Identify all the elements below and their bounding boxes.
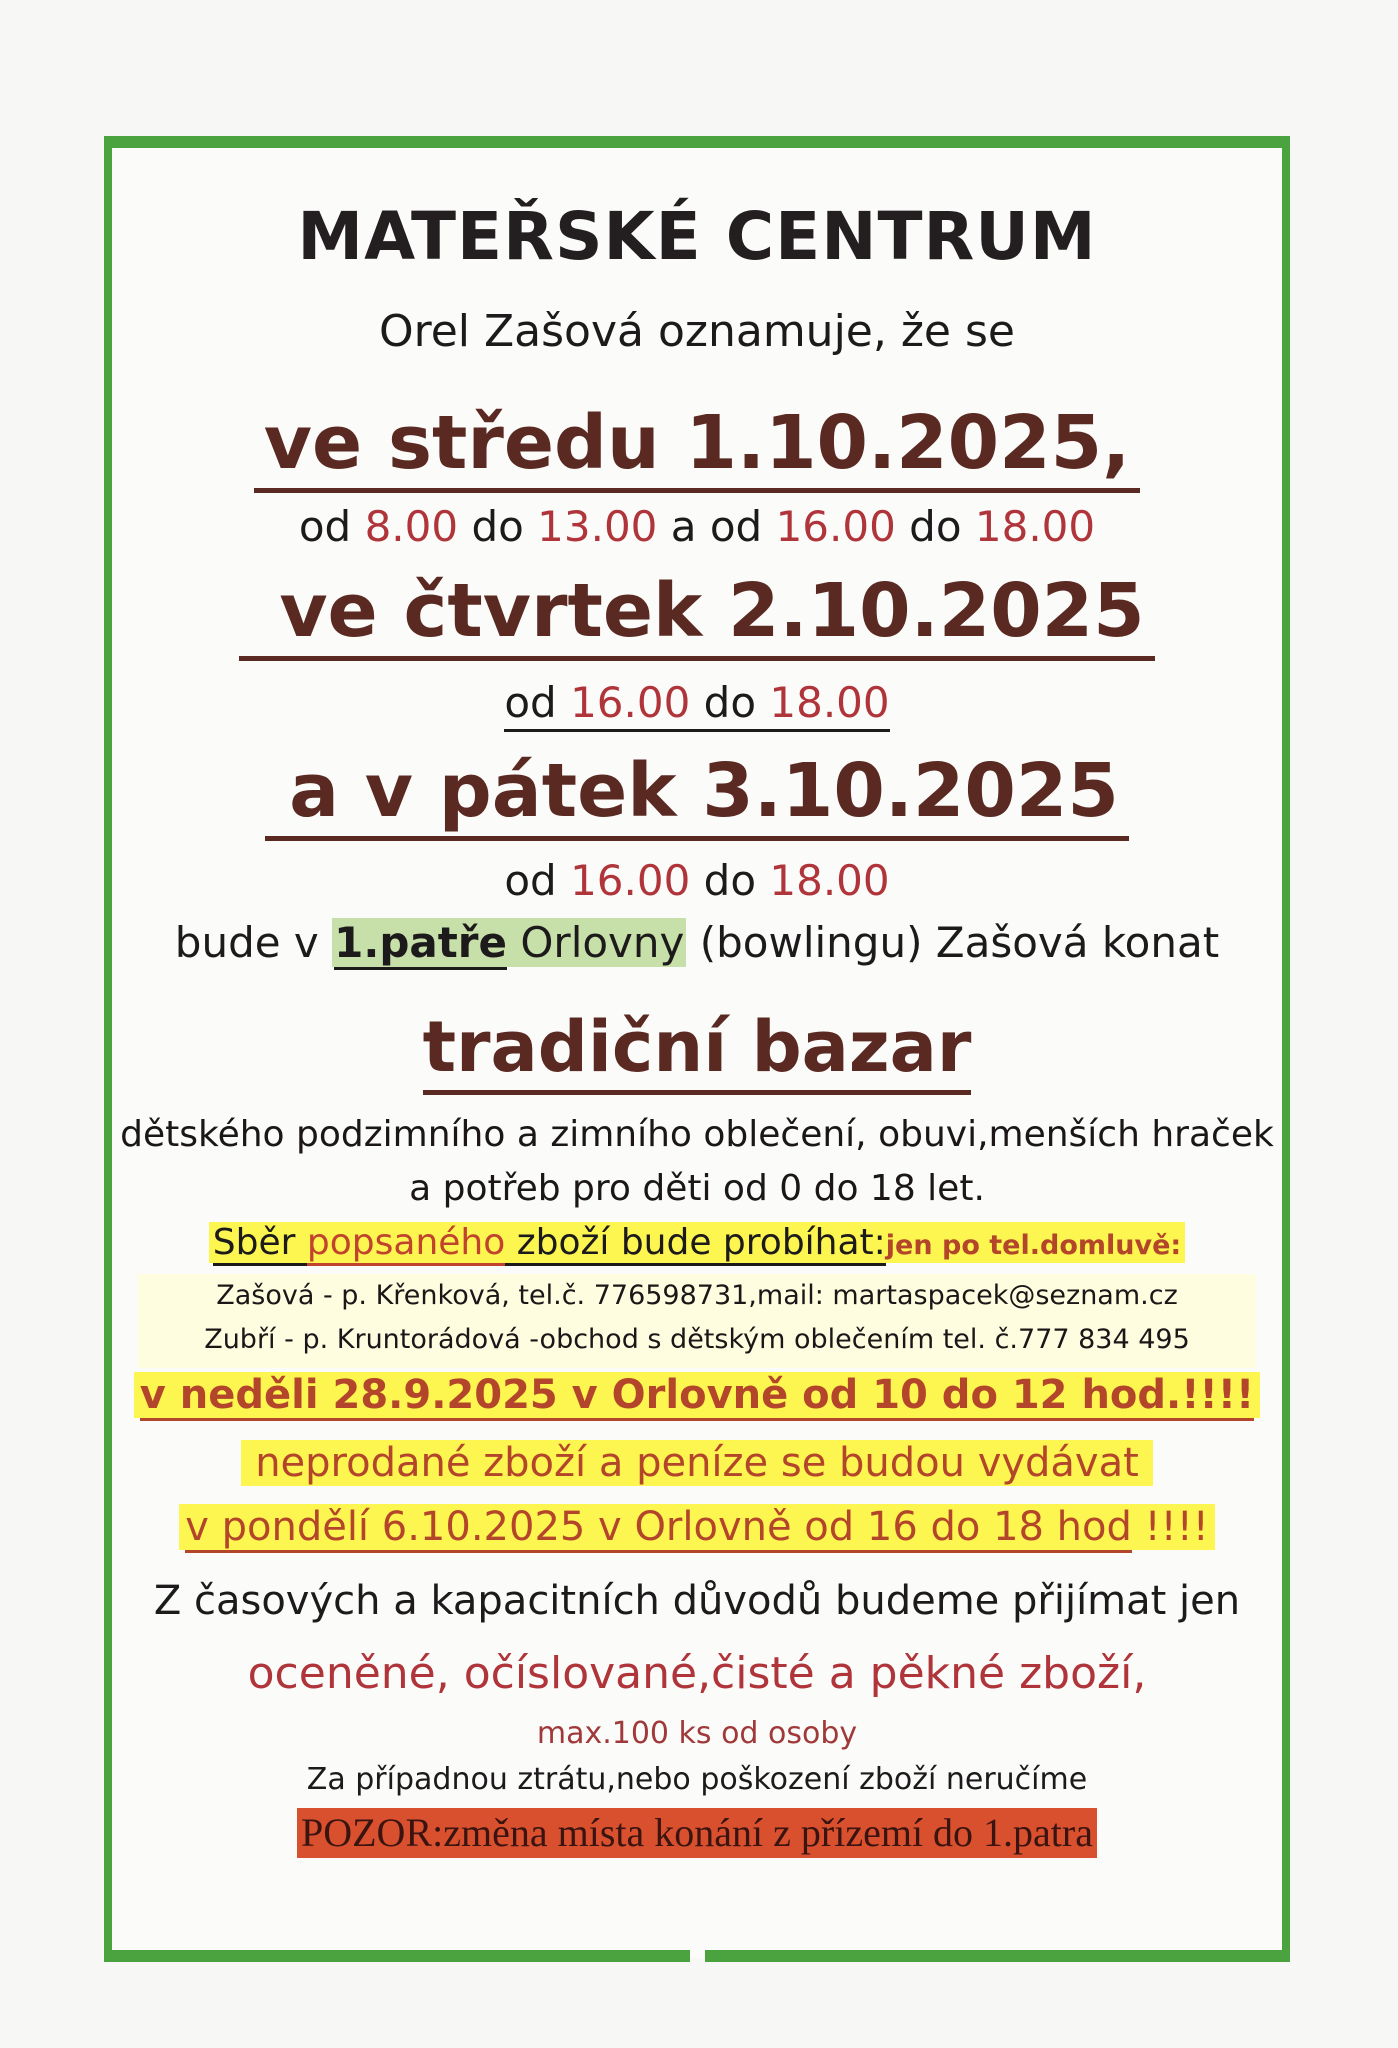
conditions-note: oceněné, očíslované,čisté a pěkné zboží, bbox=[247, 1648, 1147, 1699]
time-value: 13.00 bbox=[537, 502, 658, 551]
day-heading-thursday bbox=[112, 568, 1282, 654]
day-heading-text: ve čtvrtek 2.10.2025 bbox=[239, 568, 1154, 661]
return-date bbox=[112, 1504, 1282, 1550]
collection-date bbox=[112, 1372, 1282, 1418]
time-value: 8.00 bbox=[364, 502, 459, 551]
limit-note: max.100 ks od osoby bbox=[536, 1716, 858, 1751]
event-name bbox=[112, 1006, 1282, 1088]
time-value: 18.00 bbox=[974, 502, 1096, 551]
day-times-wednesday bbox=[112, 502, 1282, 551]
warning-text: POZOR:změna místa konání z přízemí do 1.patra bbox=[297, 1808, 1097, 1858]
time-value: 16.00 bbox=[570, 856, 691, 905]
description-line-2: a potřeb pro děti od 0 do 18 let. bbox=[409, 1168, 985, 1209]
day-heading-friday bbox=[112, 748, 1282, 834]
collection-date-text: v neděli 28.9.2025 v Orlovně od 10 do 12 hod.!!!! bbox=[140, 1372, 1254, 1421]
contact-zasova: Zašová - p. Křenková, tel.č. 776598731,mail: martaspacek@seznam.cz bbox=[216, 1280, 1178, 1311]
contact-zubri: Zubří - p. Kruntorádová -obchod s dětským oblečením tel. č.777 834 495 bbox=[204, 1324, 1190, 1355]
poster-border-bottom-right bbox=[705, 1950, 1290, 1962]
poster-subtitle: Orel Zašová oznamuje, že se bbox=[378, 306, 1015, 357]
collection-date-highlight bbox=[134, 1372, 1260, 1418]
venue-line bbox=[112, 918, 1282, 967]
warning-banner bbox=[210, 1808, 1184, 1858]
day-times-friday bbox=[112, 856, 1282, 905]
return-note-text: neprodané zboží a peníze se budou vydávat bbox=[241, 1440, 1153, 1486]
collection-part-1: Sběr bbox=[213, 1222, 307, 1266]
collection-highlight bbox=[209, 1222, 1185, 1263]
return-date-highlight bbox=[179, 1504, 1215, 1550]
time-label: od bbox=[298, 502, 365, 551]
liability-note: Za případnou ztrátu,nebo poškození zboží neručíme bbox=[306, 1762, 1088, 1797]
times-underlined bbox=[504, 678, 889, 732]
venue-highlight bbox=[332, 918, 686, 967]
collection-part-2: popsaného bbox=[307, 1222, 505, 1266]
poster-border-bottom-left bbox=[104, 1950, 690, 1962]
acceptance-note: Z časových a kapacitních důvodů budeme přijímat jen bbox=[153, 1578, 1241, 1624]
time-label: a od bbox=[657, 502, 776, 551]
time-value: 16.00 bbox=[775, 502, 896, 551]
return-date-text: v pondělí 6.10.2025 v Orlovně od 16 do 18 hod bbox=[185, 1504, 1132, 1553]
poster-title: MATEŘSKÉ CENTRUM bbox=[297, 198, 1097, 275]
time-value: 18.00 bbox=[769, 856, 890, 905]
collection-part-3: zboží bude probíhat: bbox=[505, 1222, 886, 1266]
venue-floor: 1.patře bbox=[334, 918, 507, 970]
return-date-suffix: !!!! bbox=[1131, 1504, 1209, 1550]
day-heading-text: ve středu 1.10.2025, bbox=[254, 400, 1140, 493]
event-name-text: tradiční bazar bbox=[423, 1006, 972, 1095]
venue-building: Orlovny bbox=[507, 918, 685, 967]
day-times-thursday bbox=[112, 678, 1282, 727]
venue-pre: bude v bbox=[174, 918, 333, 967]
return-note bbox=[112, 1440, 1282, 1486]
collection-part-4: jen po tel.domluvě: bbox=[885, 1230, 1182, 1261]
day-heading-text: a v pátek 3.10.2025 bbox=[265, 748, 1129, 841]
time-label: do bbox=[895, 502, 975, 551]
time-label: do bbox=[458, 502, 538, 551]
time-label: do bbox=[690, 856, 770, 905]
description-line-1: dětského podzimního a zimního oblečení, obuvi,menších hraček bbox=[120, 1114, 1274, 1155]
time-label: do bbox=[690, 678, 770, 727]
time-value: 18.00 bbox=[769, 678, 890, 727]
time-label: od bbox=[504, 856, 571, 905]
time-value: 16.00 bbox=[570, 678, 691, 727]
collection-line bbox=[112, 1222, 1282, 1263]
time-label: od bbox=[504, 678, 571, 727]
day-heading-wednesday bbox=[112, 400, 1282, 486]
venue-post: (bowlingu) Zašová konat bbox=[686, 918, 1220, 967]
